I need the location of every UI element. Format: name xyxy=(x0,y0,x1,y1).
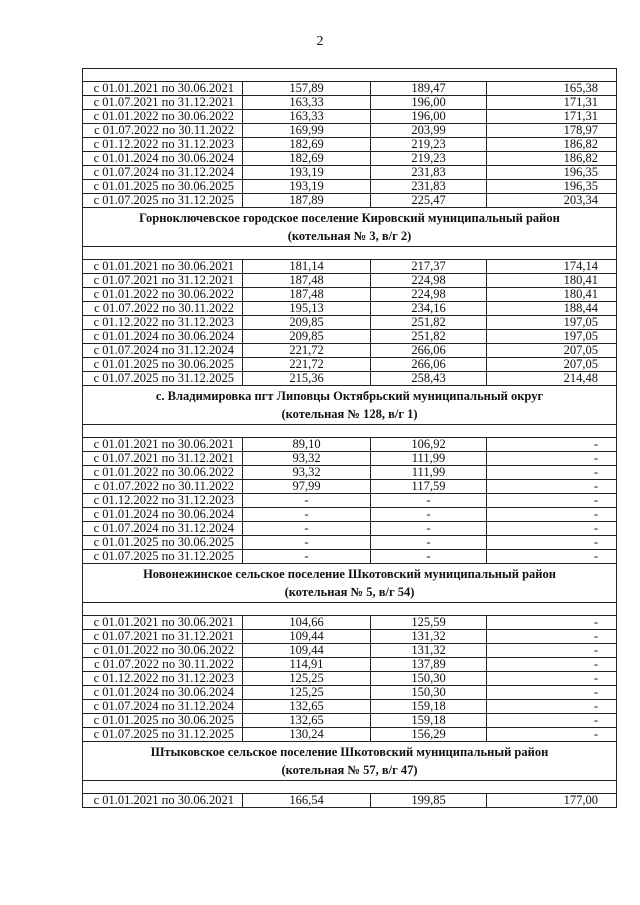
table-top-blank-row xyxy=(83,69,617,82)
table-row xyxy=(83,480,617,494)
tariff-value-3: - xyxy=(487,452,617,466)
table-row xyxy=(83,124,617,138)
tariff-value-3: 178,97 xyxy=(487,124,617,138)
period-cell: с 01.07.2025 по 31.12.2025 xyxy=(83,728,243,742)
tariff-value-2: 189,47 xyxy=(371,82,487,96)
tariff-value-3: 207,05 xyxy=(487,358,617,372)
tariff-value-1: 114,91 xyxy=(243,658,371,672)
tariff-value-3: 188,44 xyxy=(487,302,617,316)
table-row xyxy=(83,138,617,152)
table-row xyxy=(83,330,617,344)
tariff-value-1: 125,25 xyxy=(243,672,371,686)
tariff-value-3: - xyxy=(487,466,617,480)
period-cell: с 01.01.2021 по 30.06.2021 xyxy=(83,260,243,274)
table-row xyxy=(83,550,617,564)
section-heading xyxy=(83,208,617,247)
tariff-value-2: 159,18 xyxy=(371,714,487,728)
section-heading xyxy=(83,386,617,425)
tariff-value-1: 109,44 xyxy=(243,630,371,644)
tariff-value-1: 97,99 xyxy=(243,480,371,494)
tariff-value-2: - xyxy=(371,536,487,550)
tariff-value-1: 132,65 xyxy=(243,700,371,714)
section-title: Горноключевское городское поселение Кировский муниципальный район xyxy=(139,211,560,225)
tariff-value-1: 169,99 xyxy=(243,124,371,138)
period-cell: с 01.01.2022 по 30.06.2022 xyxy=(83,110,243,124)
period-cell: с 01.07.2024 по 31.12.2024 xyxy=(83,344,243,358)
section-heading xyxy=(83,742,617,781)
tariff-value-1: - xyxy=(243,536,371,550)
table-row xyxy=(83,686,617,700)
period-cell: с 01.07.2022 по 30.11.2022 xyxy=(83,124,243,138)
tariff-value-2: 251,82 xyxy=(371,316,487,330)
period-cell: с 01.01.2021 по 30.06.2021 xyxy=(83,82,243,96)
section-subtitle: (котельная № 3, в/г 2) xyxy=(287,229,412,243)
period-cell: с 01.07.2022 по 30.11.2022 xyxy=(83,480,243,494)
tariff-value-2: 106,92 xyxy=(371,438,487,452)
tariff-value-3: - xyxy=(487,438,617,452)
period-cell: с 01.12.2022 по 31.12.2023 xyxy=(83,316,243,330)
page-number: 2 xyxy=(316,34,324,49)
tariff-value-3: 174,14 xyxy=(487,260,617,274)
section-title: Новонежинское сельское поселение Шкотовский муниципальный район xyxy=(143,567,556,581)
tariff-value-2: 111,99 xyxy=(371,452,487,466)
tariff-value-2: 224,98 xyxy=(371,288,487,302)
tariff-value-1: 215,36 xyxy=(243,372,371,386)
table-row xyxy=(83,728,617,742)
tariff-value-2: 234,16 xyxy=(371,302,487,316)
tariff-table-container xyxy=(82,68,616,808)
tariff-value-1: - xyxy=(243,508,371,522)
table-row xyxy=(83,180,617,194)
table-row xyxy=(83,316,617,330)
table-row xyxy=(83,616,617,630)
section-gap-row xyxy=(83,425,617,438)
table-row xyxy=(83,344,617,358)
table-row xyxy=(83,714,617,728)
period-cell: с 01.07.2022 по 30.11.2022 xyxy=(83,302,243,316)
period-cell: с 01.07.2024 по 31.12.2024 xyxy=(83,700,243,714)
table-row xyxy=(83,494,617,508)
table-row xyxy=(83,658,617,672)
period-cell: с 01.01.2022 по 30.06.2022 xyxy=(83,466,243,480)
section-subtitle: (котельная № 57, в/г 47) xyxy=(281,763,418,777)
tariff-value-2: 219,23 xyxy=(371,138,487,152)
tariff-value-2: 137,89 xyxy=(371,658,487,672)
tariff-value-3: 197,05 xyxy=(487,316,617,330)
period-cell: с 01.12.2022 по 31.12.2023 xyxy=(83,494,243,508)
tariff-value-3: 186,82 xyxy=(487,152,617,166)
tariff-value-3: 186,82 xyxy=(487,138,617,152)
tariff-value-1: 93,32 xyxy=(243,452,371,466)
period-cell: с 01.07.2021 по 31.12.2021 xyxy=(83,630,243,644)
tariff-value-3: - xyxy=(487,536,617,550)
tariff-value-3: - xyxy=(487,658,617,672)
tariff-value-3: 180,41 xyxy=(487,274,617,288)
tariff-value-2: 196,00 xyxy=(371,96,487,110)
tariff-value-1: 109,44 xyxy=(243,644,371,658)
table-row xyxy=(83,260,617,274)
tariff-value-3: - xyxy=(487,686,617,700)
period-cell: с 01.01.2025 по 30.06.2025 xyxy=(83,536,243,550)
tariff-value-1: 166,54 xyxy=(243,794,371,808)
tariff-value-2: 203,99 xyxy=(371,124,487,138)
period-cell: с 01.07.2024 по 31.12.2024 xyxy=(83,166,243,180)
tariff-value-1: 193,19 xyxy=(243,166,371,180)
tariff-value-2: 111,99 xyxy=(371,466,487,480)
tariff-value-1: 209,85 xyxy=(243,330,371,344)
table-row xyxy=(83,358,617,372)
tariff-value-1: 93,32 xyxy=(243,466,371,480)
tariff-value-2: 219,23 xyxy=(371,152,487,166)
period-cell: с 01.01.2021 по 30.06.2021 xyxy=(83,438,243,452)
tariff-value-1: 104,66 xyxy=(243,616,371,630)
tariff-table xyxy=(82,68,617,808)
section-gap-row xyxy=(83,603,617,616)
section-heading-row xyxy=(83,564,617,603)
tariff-value-2: 266,06 xyxy=(371,358,487,372)
tariff-table-body xyxy=(83,69,617,808)
tariff-value-2: 217,37 xyxy=(371,260,487,274)
table-row xyxy=(83,274,617,288)
period-cell: с 01.07.2025 по 31.12.2025 xyxy=(83,372,243,386)
tariff-value-1: 193,19 xyxy=(243,180,371,194)
period-cell: с 01.01.2025 по 30.06.2025 xyxy=(83,714,243,728)
section-subtitle: (котельная № 128, в/г 1) xyxy=(281,407,418,421)
tariff-value-1: 125,25 xyxy=(243,686,371,700)
table-row xyxy=(83,302,617,316)
tariff-value-3: - xyxy=(487,550,617,564)
tariff-value-1: 221,72 xyxy=(243,344,371,358)
tariff-value-3: 196,35 xyxy=(487,180,617,194)
period-cell: с 01.01.2021 по 30.06.2021 xyxy=(83,616,243,630)
table-row xyxy=(83,700,617,714)
period-cell: с 01.07.2025 по 31.12.2025 xyxy=(83,550,243,564)
table-row xyxy=(83,522,617,536)
tariff-value-2: - xyxy=(371,494,487,508)
tariff-value-3: 214,48 xyxy=(487,372,617,386)
tariff-value-1: 182,69 xyxy=(243,152,371,166)
period-cell: с 01.01.2024 по 30.06.2024 xyxy=(83,330,243,344)
tariff-value-2: 224,98 xyxy=(371,274,487,288)
tariff-value-3: - xyxy=(487,630,617,644)
table-row xyxy=(83,466,617,480)
section-heading-row xyxy=(83,742,617,781)
table-row xyxy=(83,794,617,808)
tariff-value-2: 125,59 xyxy=(371,616,487,630)
tariff-value-3: 196,35 xyxy=(487,166,617,180)
table-row xyxy=(83,372,617,386)
tariff-value-3: - xyxy=(487,644,617,658)
period-cell: с 01.12.2022 по 31.12.2023 xyxy=(83,138,243,152)
tariff-value-1: - xyxy=(243,522,371,536)
tariff-value-2: 266,06 xyxy=(371,344,487,358)
tariff-value-1: 157,89 xyxy=(243,82,371,96)
tariff-value-3: 207,05 xyxy=(487,344,617,358)
tariff-value-2: 150,30 xyxy=(371,686,487,700)
tariff-value-2: 117,59 xyxy=(371,480,487,494)
table-row xyxy=(83,438,617,452)
tariff-value-3: - xyxy=(487,480,617,494)
tariff-value-2: - xyxy=(371,522,487,536)
period-cell: с 01.01.2024 по 30.06.2024 xyxy=(83,686,243,700)
table-row xyxy=(83,672,617,686)
period-cell: с 01.12.2022 по 31.12.2023 xyxy=(83,672,243,686)
section-title: Штыковское сельское поселение Шкотовский муниципальный район xyxy=(150,745,549,759)
table-row xyxy=(83,508,617,522)
tariff-value-1: 187,48 xyxy=(243,288,371,302)
period-cell: с 01.01.2022 по 30.06.2022 xyxy=(83,288,243,302)
tariff-value-2: - xyxy=(371,508,487,522)
tariff-value-3: 203,34 xyxy=(487,194,617,208)
tariff-value-3: - xyxy=(487,672,617,686)
table-row xyxy=(83,644,617,658)
tariff-value-3: - xyxy=(487,508,617,522)
tariff-value-1: 221,72 xyxy=(243,358,371,372)
tariff-value-3: 177,00 xyxy=(487,794,617,808)
period-cell: с 01.07.2021 по 31.12.2021 xyxy=(83,96,243,110)
tariff-value-3: - xyxy=(487,728,617,742)
table-row xyxy=(83,630,617,644)
period-cell: с 01.07.2021 по 31.12.2021 xyxy=(83,274,243,288)
tariff-value-3: 197,05 xyxy=(487,330,617,344)
period-cell: с 01.01.2021 по 30.06.2021 xyxy=(83,794,243,808)
tariff-value-2: 251,82 xyxy=(371,330,487,344)
period-cell: с 01.07.2022 по 30.11.2022 xyxy=(83,658,243,672)
tariff-value-1: 187,48 xyxy=(243,274,371,288)
tariff-value-1: 89,10 xyxy=(243,438,371,452)
section-gap-row xyxy=(83,781,617,794)
tariff-value-2: 231,83 xyxy=(371,180,487,194)
tariff-value-2: 150,30 xyxy=(371,672,487,686)
tariff-value-3: - xyxy=(487,494,617,508)
tariff-value-2: 156,29 xyxy=(371,728,487,742)
tariff-value-1: 187,89 xyxy=(243,194,371,208)
period-cell: с 01.01.2025 по 30.06.2025 xyxy=(83,180,243,194)
table-row xyxy=(83,110,617,124)
table-row xyxy=(83,166,617,180)
tariff-value-2: 159,18 xyxy=(371,700,487,714)
tariff-value-1: - xyxy=(243,550,371,564)
tariff-value-2: 258,43 xyxy=(371,372,487,386)
table-row xyxy=(83,536,617,550)
period-cell: с 01.07.2024 по 31.12.2024 xyxy=(83,522,243,536)
tariff-value-3: 171,31 xyxy=(487,110,617,124)
tariff-value-1: 181,14 xyxy=(243,260,371,274)
period-cell: с 01.07.2025 по 31.12.2025 xyxy=(83,194,243,208)
tariff-value-3: - xyxy=(487,522,617,536)
table-row xyxy=(83,288,617,302)
tariff-value-1: 163,33 xyxy=(243,96,371,110)
period-cell: с 01.01.2022 по 30.06.2022 xyxy=(83,644,243,658)
tariff-value-3: - xyxy=(487,714,617,728)
tariff-value-2: 131,32 xyxy=(371,630,487,644)
tariff-value-2: - xyxy=(371,550,487,564)
tariff-value-2: 231,83 xyxy=(371,166,487,180)
tariff-value-3: 171,31 xyxy=(487,96,617,110)
section-title: с. Владимировка пгт Липовцы Октябрьский муниципальный округ xyxy=(155,389,544,403)
tariff-value-1: 130,24 xyxy=(243,728,371,742)
tariff-value-3: 165,38 xyxy=(487,82,617,96)
tariff-value-1: 132,65 xyxy=(243,714,371,728)
period-cell: с 01.01.2024 по 30.06.2024 xyxy=(83,152,243,166)
tariff-value-1: 182,69 xyxy=(243,138,371,152)
tariff-value-2: 225,47 xyxy=(371,194,487,208)
tariff-value-1: 209,85 xyxy=(243,316,371,330)
tariff-value-1: - xyxy=(243,494,371,508)
section-heading-row xyxy=(83,386,617,425)
section-gap-row xyxy=(83,247,617,260)
tariff-value-2: 131,32 xyxy=(371,644,487,658)
table-row xyxy=(83,82,617,96)
tariff-value-2: 199,85 xyxy=(371,794,487,808)
tariff-value-3: - xyxy=(487,616,617,630)
period-cell: с 01.07.2021 по 31.12.2021 xyxy=(83,452,243,466)
tariff-value-1: 163,33 xyxy=(243,110,371,124)
section-heading xyxy=(83,564,617,603)
period-cell: с 01.01.2025 по 30.06.2025 xyxy=(83,358,243,372)
period-cell: с 01.01.2024 по 30.06.2024 xyxy=(83,508,243,522)
table-row xyxy=(83,194,617,208)
tariff-value-3: - xyxy=(487,700,617,714)
tariff-value-2: 196,00 xyxy=(371,110,487,124)
section-subtitle: (котельная № 5, в/г 54) xyxy=(284,585,415,599)
tariff-value-1: 195,13 xyxy=(243,302,371,316)
tariff-value-3: 180,41 xyxy=(487,288,617,302)
section-heading-row xyxy=(83,208,617,247)
table-row xyxy=(83,152,617,166)
table-row xyxy=(83,96,617,110)
table-row xyxy=(83,452,617,466)
